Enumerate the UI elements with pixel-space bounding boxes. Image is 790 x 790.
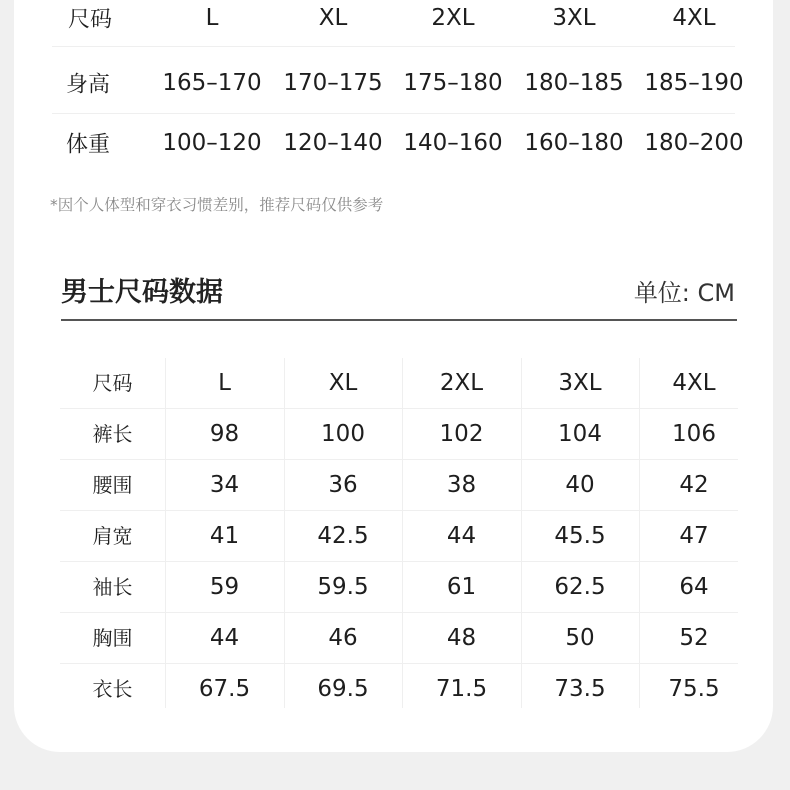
weight-value: 140–160 [403, 130, 503, 156]
table-cell: 59 [209, 574, 240, 600]
table-cell: 67.5 [198, 676, 251, 702]
size-2xl: 2XL [431, 5, 475, 31]
table-row [60, 409, 738, 460]
size-xl: XL [318, 5, 348, 31]
heading-divider [61, 319, 737, 321]
size-l: L [218, 370, 231, 396]
height-value: 175–180 [403, 70, 503, 96]
unit-label: 单位: CM [633, 279, 735, 307]
table-row [60, 511, 738, 562]
height-value: 165–170 [162, 70, 262, 96]
weight-value: 180–200 [644, 130, 744, 156]
height-value: 170–175 [283, 70, 383, 96]
table-cell: 106 [672, 421, 716, 447]
weight-value: 100–120 [162, 130, 262, 156]
size-2xl: 2XL [439, 370, 484, 396]
table-cell: 62.5 [554, 574, 606, 600]
weight-label: 体重 [66, 132, 111, 158]
table-row [60, 613, 738, 664]
weight-value: 120–140 [283, 130, 383, 156]
size-xl: XL [328, 370, 358, 396]
table-cell: 48 [446, 625, 477, 651]
table-cell: 40 [565, 472, 595, 498]
table-cell: 73.5 [554, 676, 606, 702]
table-cell: 52 [679, 625, 709, 651]
table-row [60, 562, 738, 613]
row-label-pants-length: 裤长 [92, 422, 133, 446]
size-recommendation-note: *因个人体型和穿衣习惯差别，推荐尺码仅供参考 [50, 196, 384, 214]
size-4xl: 4XL [672, 5, 716, 31]
table-cell: 44 [446, 523, 477, 549]
height-value: 185–190 [644, 70, 744, 96]
size-3xl: 3XL [558, 370, 602, 396]
table-cell: 36 [328, 472, 358, 498]
top-table-header-row [52, 5, 744, 33]
table-cell: 45.5 [554, 523, 606, 549]
table-cell: 100 [321, 421, 365, 447]
table-cell: 34 [209, 472, 240, 498]
table-cell: 44 [209, 625, 240, 651]
height-label: 身高 [66, 72, 111, 98]
table-cell: 59.5 [317, 574, 369, 600]
table-cell: 69.5 [317, 676, 369, 702]
table-cell: 102 [439, 421, 484, 447]
table-cell: 64 [679, 574, 709, 600]
row-label-shoulder: 肩宽 [92, 524, 133, 548]
weight-row [52, 130, 744, 158]
size-header-label: 尺码 [68, 7, 113, 33]
table-cell: 42 [679, 472, 709, 498]
row-divider [52, 46, 735, 47]
row-label-chest: 胸围 [92, 626, 133, 650]
table-cell: 61 [446, 574, 477, 600]
table-header-row [60, 358, 738, 409]
size-header-label: 尺码 [92, 371, 133, 395]
weight-value: 160–180 [524, 130, 624, 156]
size-4xl: 4XL [672, 370, 716, 396]
section-title: 男士尺码数据 [61, 277, 223, 308]
table-row [60, 460, 738, 511]
table-cell: 41 [209, 523, 240, 549]
table-cell: 104 [558, 421, 602, 447]
table-cell: 98 [209, 421, 240, 447]
height-value: 180–185 [524, 70, 624, 96]
table-cell: 71.5 [435, 676, 488, 702]
table-cell: 42.5 [317, 523, 369, 549]
height-row [52, 70, 744, 98]
table-cell: 75.5 [668, 676, 720, 702]
row-label-length: 衣长 [92, 677, 133, 701]
size-l: L [205, 5, 219, 31]
table-cell: 46 [328, 625, 358, 651]
table-row [60, 664, 738, 714]
size-3xl: 3XL [552, 5, 596, 31]
row-label-sleeve: 袖长 [92, 575, 133, 599]
table-cell: 47 [679, 523, 709, 549]
table-cell: 50 [565, 625, 595, 651]
mens-size-table [60, 358, 738, 714]
row-divider [52, 113, 735, 114]
table-cell: 38 [446, 472, 477, 498]
row-label-waist: 腰围 [92, 473, 133, 497]
